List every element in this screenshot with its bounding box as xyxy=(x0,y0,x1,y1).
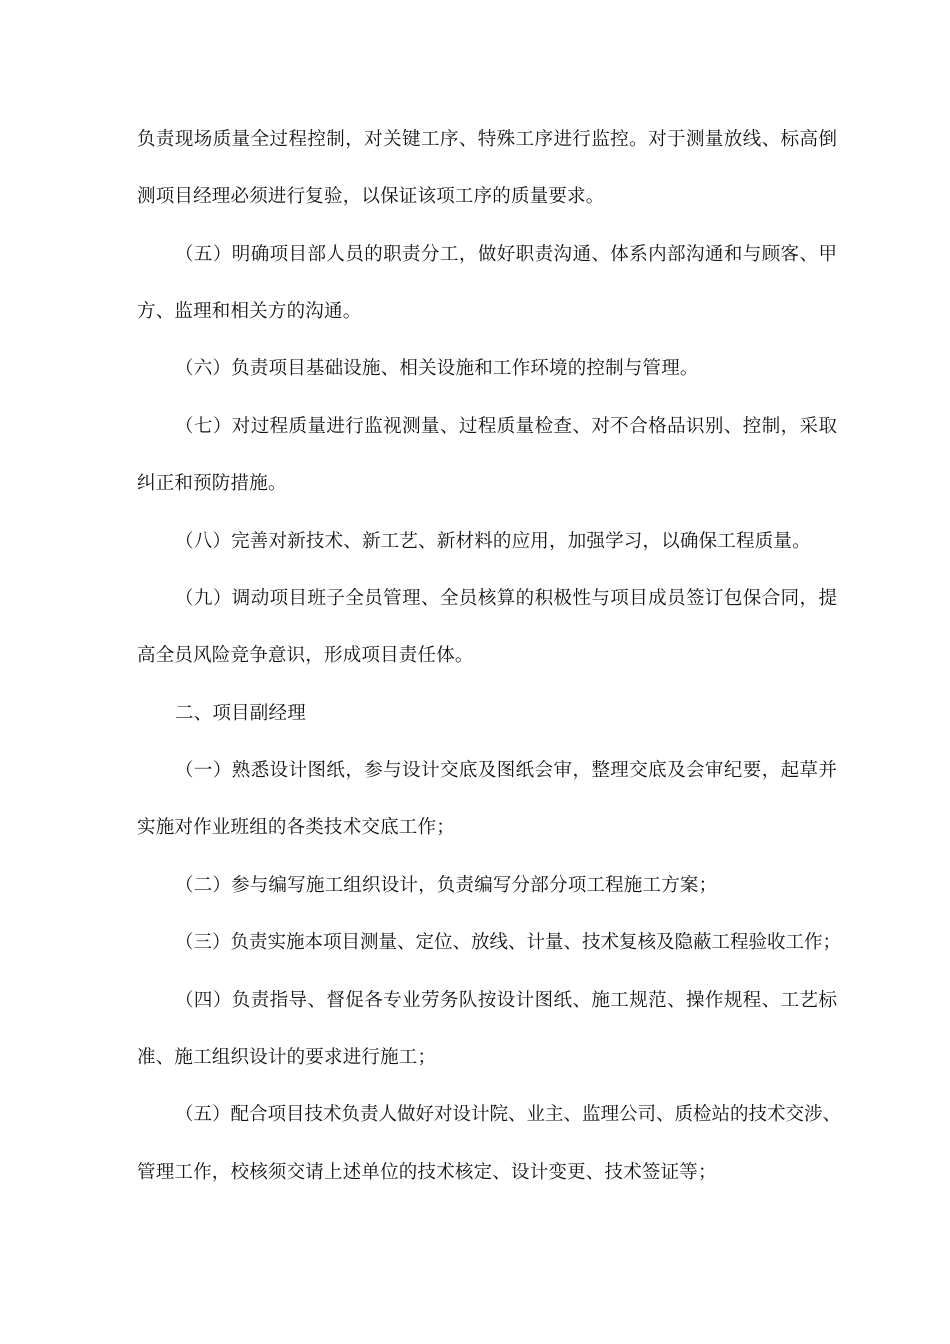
text-line-17: 准、施工组织设计的要求进行施工； xyxy=(137,1047,437,1068)
text-line-7: 纠正和预防措施。 xyxy=(137,473,287,494)
text-line-19: 管理工作，校核须交请上述单位的技术核定、设计变更、技术签证等； xyxy=(137,1162,717,1183)
section-heading: 二、项目副经理 xyxy=(175,703,306,724)
text-line-10: 高全员风险竞争意识，形成项目责任体。 xyxy=(137,645,474,666)
text-line-18: （五）配合项目技术负责人做好对设计院、业主、监理公司、质检站的技术交涉、 xyxy=(175,1104,842,1125)
text-line-2: 测项目经理必须进行复验，以保证该项工序的质量要求。 xyxy=(137,186,605,207)
text-line-9: （九）调动项目班子全员管理、全员核算的积极性与项目成员签订包保合同，提 xyxy=(175,588,837,609)
text-line-8: （八）完善对新技术、新工艺、新材料的应用，加强学习，以确保工程质量。 xyxy=(175,531,811,552)
text-line-16: （四）负责指导、督促各专业劳务队按设计图纸、施工规范、操作规程、工艺标 xyxy=(175,990,837,1011)
text-line-6: （七）对过程质量进行监视测量、过程质量检查、对不合格品识别、控制，采取 xyxy=(175,416,837,437)
text-line-15: （三）负责实施本项目测量、定位、放线、计量、技术复核及隐蔽工程验收工作； xyxy=(175,932,842,953)
text-line-12: （一）熟悉设计图纸，参与设计交底及图纸会审，整理交底及会审纪要，起草并 xyxy=(175,760,837,781)
text-line-14: （二）参与编写施工组织设计，负责编写分部分项工程施工方案； xyxy=(175,875,718,896)
text-line-3: （五）明确项目部人员的职责分工，做好职责沟通、体系内部沟通和与顾客、甲 xyxy=(175,244,837,265)
text-line-4: 方、监理和相关方的沟通。 xyxy=(137,301,362,322)
text-line-5: （六）负责项目基础设施、相关设施和工作环境的控制与管理。 xyxy=(175,358,699,379)
text-line-13: 实施对作业班组的各类技术交底工作； xyxy=(137,817,455,838)
text-line-1: 负责现场质量全过程控制，对关键工序、特殊工序进行监控。对于测量放线、标高倒 xyxy=(137,129,837,150)
